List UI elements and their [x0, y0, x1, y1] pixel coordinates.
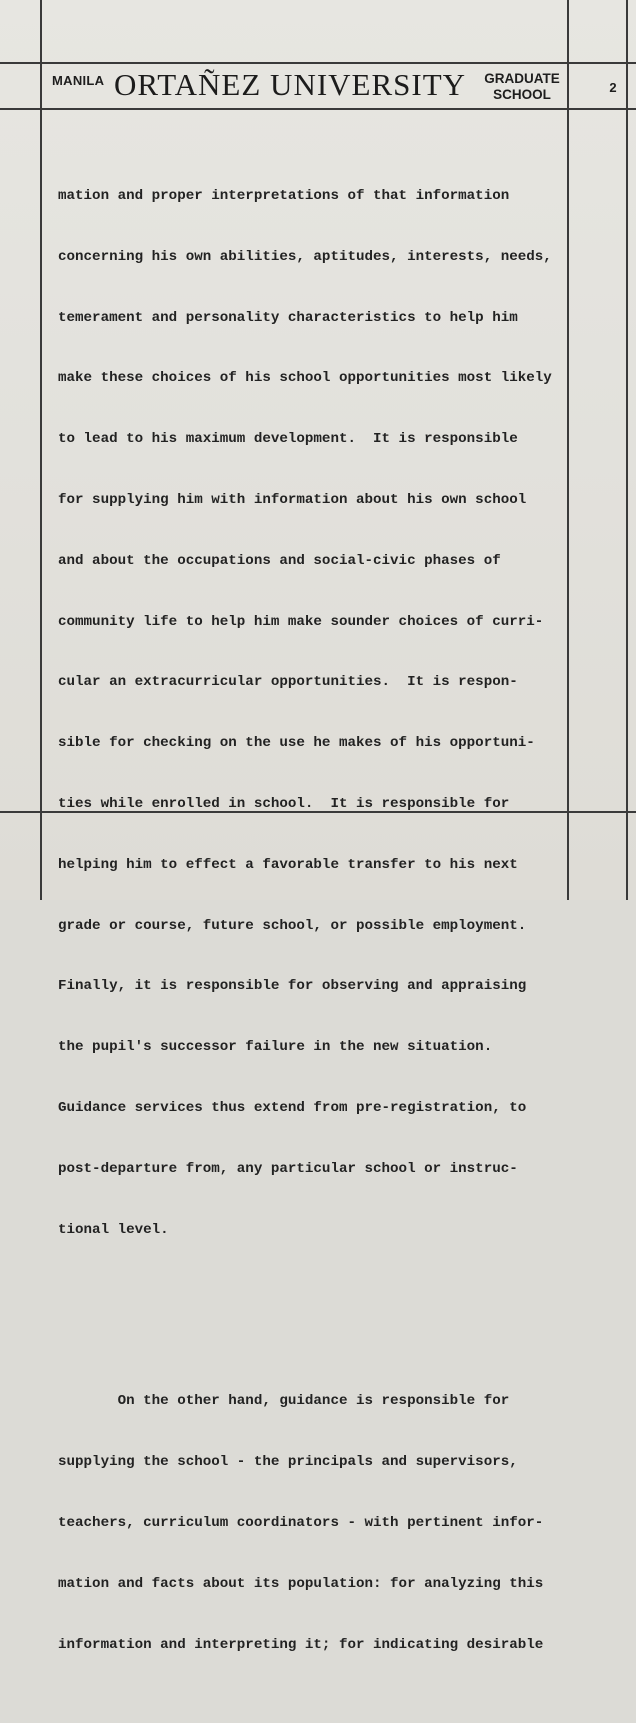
paragraph-1	[58, 150, 578, 1276]
text-line: helping him to effect a favorable transfer to his next	[58, 856, 518, 873]
text-line: Guidance services thus extend from pre-registration, to	[58, 1099, 527, 1116]
text-line: teachers, curriculum coordinators - with pertinent infor-	[58, 1514, 544, 1531]
header-unit-line2: SCHOOL	[493, 87, 551, 102]
left-margin-rule	[40, 0, 42, 900]
text-line: ties while enrolled in school. It is responsible for	[58, 795, 510, 812]
paragraph-gap	[58, 1308, 578, 1323]
text-line: the pupil's successor failure in the new situation.	[58, 1039, 493, 1056]
text-line: for supplying him with information about his own school	[58, 491, 527, 508]
text-line: and about the occupations and social-civic phases of	[58, 552, 501, 569]
text-line: cular an extracurricular opportunities. It is respon-	[58, 674, 518, 691]
header-bottom-rule	[0, 108, 636, 110]
text-line: temerament and personality characteristics to help him	[58, 309, 518, 326]
text-line: mation and facts about its population: for analyzing this	[58, 1575, 544, 1592]
text-line: sible for checking on the use he makes of his opportuni-	[58, 735, 535, 752]
text-line: post-departure from, any particular school or instruc-	[58, 1160, 518, 1177]
page-number: 2	[609, 80, 617, 95]
header-city: MANILA	[52, 73, 105, 88]
edge-rule	[626, 0, 628, 900]
text-line: tional level.	[58, 1221, 169, 1238]
text-line: to lead to his maximum development. It is responsible	[58, 431, 518, 448]
paragraph-2	[58, 1355, 578, 1691]
text-line: grade or course, future school, or possible employment.	[58, 917, 527, 934]
text-line: On the other hand, guidance is responsible for	[58, 1393, 510, 1410]
header-unit-line1: GRADUATE	[484, 71, 560, 86]
text-line: community life to help him make sounder choices of curri-	[58, 613, 544, 630]
text-line: Finally, it is responsible for observing and appraising	[58, 978, 527, 995]
text-line: supplying the school - the principals and supervisors,	[58, 1454, 518, 1471]
text-line: concerning his own abilities, aptitudes, interests, needs,	[58, 248, 552, 265]
body-text	[58, 118, 578, 1723]
text-line: mation and proper interpretations of that information	[58, 188, 510, 204]
header-university-name: ORTAÑEZ UNIVERSITY	[114, 67, 467, 102]
header-top-rule	[0, 62, 636, 64]
text-line: information and interpreting it; for indicating desirable	[58, 1636, 544, 1653]
text-line: make these choices of his school opportunities most likely	[58, 370, 552, 387]
header-unit	[484, 71, 560, 103]
